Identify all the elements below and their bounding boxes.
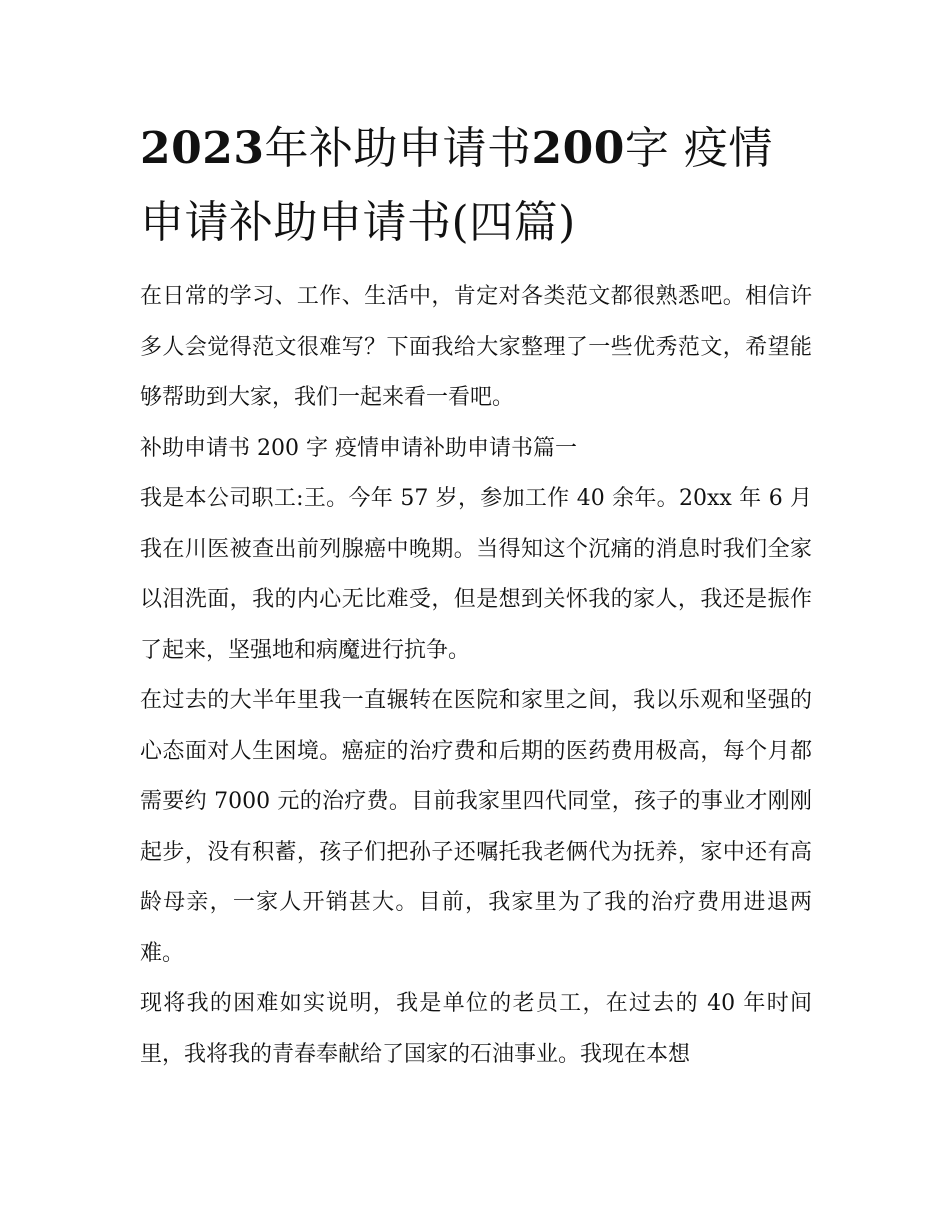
title-line-2: 申请补助申请书(四篇) — [140, 197, 576, 248]
body-paragraph-1: 我是本公司职工:王。今年 57 岁，参加工作 40 余年。20xx 年 6 月我在川医被查出前列腺癌中晚期。当得知这个沉痛的消息时我们全家以泪洗面，我的内心无比难受，但是想到关怀我的家人，我还是振作了起来，坚强地和病魔进行抗争。 — [140, 486, 812, 663]
document-title — [140, 112, 812, 260]
title-text-a: 年补助申请书 — [264, 123, 532, 174]
document-body — [140, 272, 812, 1080]
title-text-b: 字 疫情 — [624, 123, 773, 174]
body-paragraph-3: 现将我的困难如实说明，我是单位的老员工，在过去的 40 年时间里，我将我的青春奉献给了国家的石油事业。我现在本想 — [140, 991, 812, 1067]
body-paragraph-2: 在过去的大半年里我一直辗转在医院和家里之间，我以乐观和坚强的心态面对人生困境。癌症的治疗费和后期的医药费用极高，每个月都需要约 7000 元的治疗费。目前我家里四代同堂，孩子的事业才刚刚起步，没有积蓄，孩子们把孙子还嘱托我老俩代为抚养，家中还有高龄母亲，一家人开销甚大。目前，我家里为了我的治疗费用进退两难。 — [140, 688, 812, 966]
title-number: 200 — [531, 123, 625, 174]
title-year: 2023 — [140, 123, 265, 174]
document-page — [140, 112, 812, 1080]
intro-paragraph: 在日常的学习、工作、生活中，肯定对各类范文都很熟悉吧。相信许多人会觉得范文很难写？下面我给大家整理了一些优秀范文，希望能够帮助到大家，我们一起来看一看吧。 — [140, 284, 812, 410]
section-heading: 补助申请书 200 字 疫情申请补助申请书篇一 — [140, 435, 577, 461]
